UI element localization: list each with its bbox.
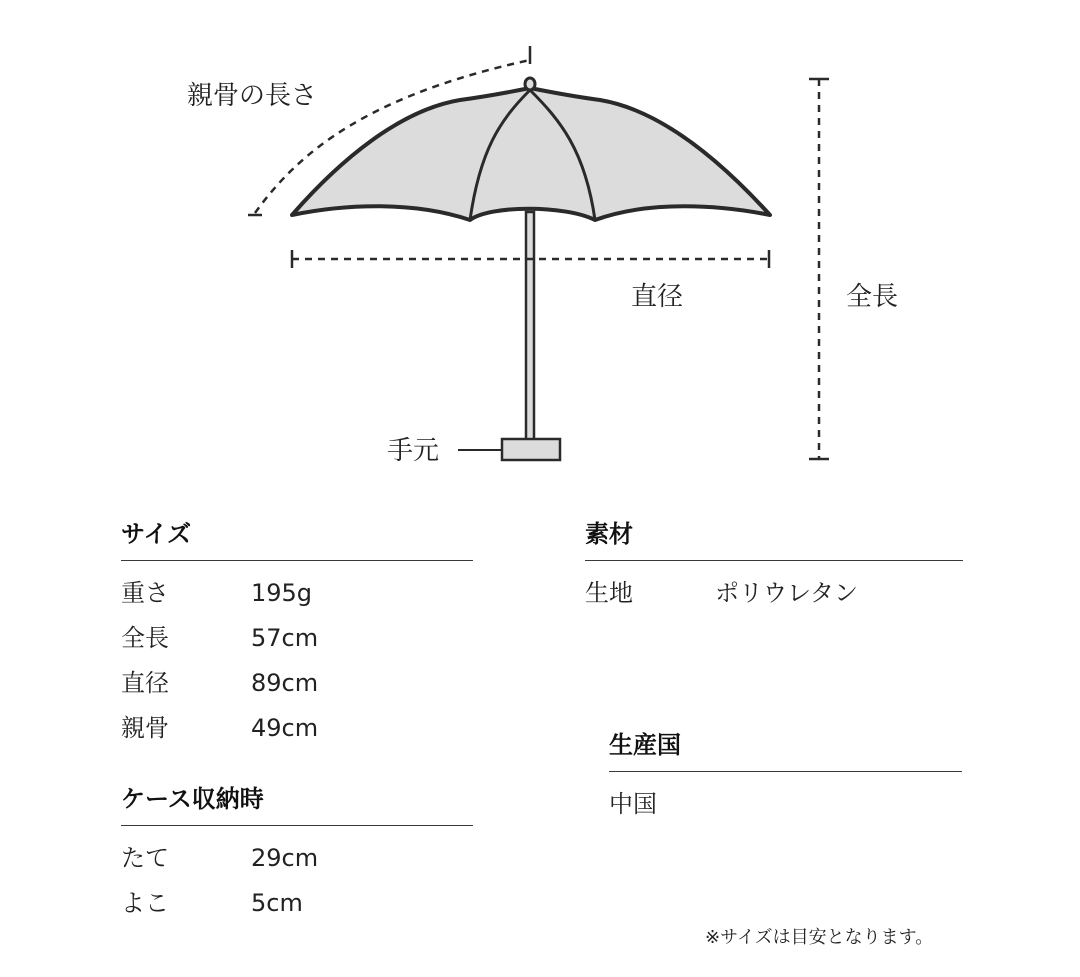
material-row <box>585 571 963 616</box>
size-row-value: 57cm <box>251 624 319 652</box>
origin-value: 中国 <box>609 790 657 818</box>
size-row <box>121 706 473 751</box>
size-section <box>121 520 473 751</box>
umbrella-shaft <box>526 212 534 440</box>
material-title: 素材 <box>585 520 963 561</box>
size-row-key: 直径 <box>121 669 169 697</box>
case-row-value: 5cm <box>251 889 303 917</box>
size-row-value: 195g <box>251 579 313 607</box>
case-title: ケース収納時 <box>121 785 473 826</box>
case-row <box>121 881 473 926</box>
case-row-key: よこ <box>121 889 169 917</box>
total-length-label: 全長 <box>846 282 899 312</box>
size-row-key: 重さ <box>121 579 169 607</box>
material-row-key: 生地 <box>585 579 633 607</box>
case-rows <box>121 836 473 926</box>
umbrella-canopy <box>292 88 770 220</box>
size-row <box>121 616 473 661</box>
material-rows <box>585 571 963 616</box>
umbrella-handle <box>502 439 560 460</box>
case-section <box>121 785 473 926</box>
size-row-key: 全長 <box>121 624 169 652</box>
origin-section <box>609 731 962 827</box>
case-row <box>121 836 473 881</box>
case-row-key: たて <box>121 844 169 872</box>
size-note: ※サイズは目安となります。 <box>705 927 934 948</box>
size-title: サイズ <box>121 520 473 561</box>
size-row <box>121 571 473 616</box>
size-row-key: 親骨 <box>121 714 169 742</box>
size-row <box>121 661 473 706</box>
material-section <box>585 520 963 616</box>
material-row-value: ポリウレタン <box>715 579 859 607</box>
size-row-value: 89cm <box>251 669 319 697</box>
size-row-value: 49cm <box>251 714 319 742</box>
diameter-label: 直径 <box>631 282 684 312</box>
handle-label: 手元 <box>387 436 440 466</box>
origin-row <box>609 782 962 827</box>
case-row-value: 29cm <box>251 844 319 872</box>
umbrella-tip <box>525 78 535 90</box>
size-rows <box>121 571 473 751</box>
origin-rows <box>609 782 962 827</box>
origin-title: 生産国 <box>609 731 962 772</box>
rib-length-label: 親骨の長さ <box>187 81 318 111</box>
